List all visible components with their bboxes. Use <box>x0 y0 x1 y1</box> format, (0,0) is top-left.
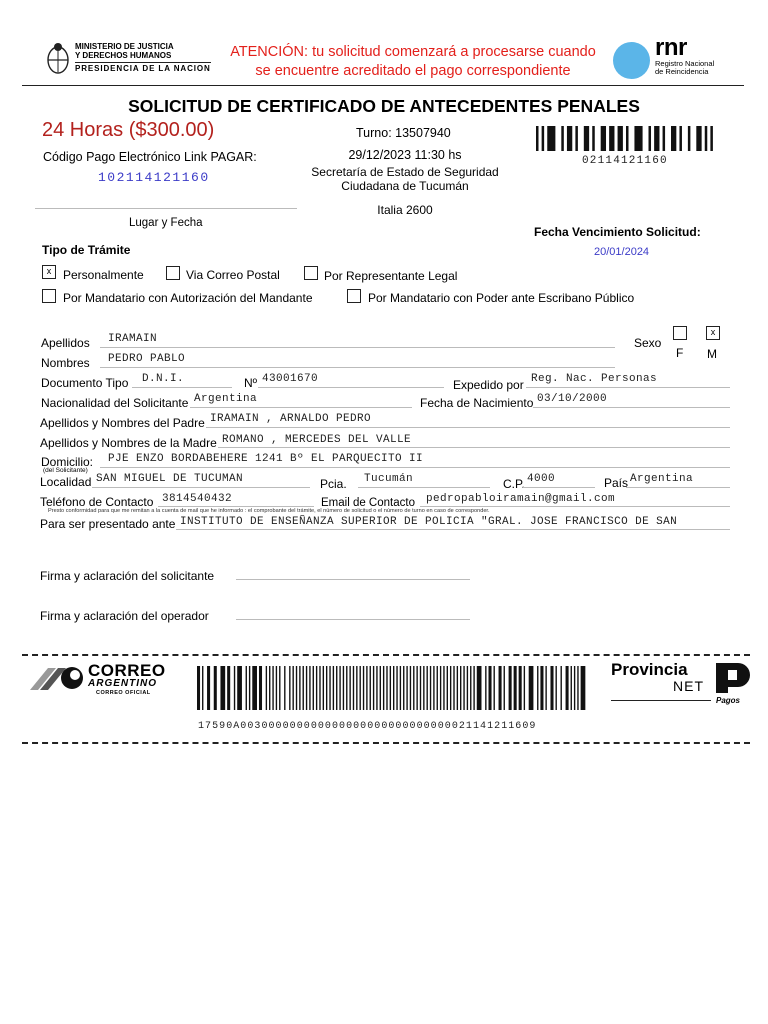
localidad-label: Localidad <box>40 475 92 489</box>
barcode-bar <box>457 666 458 710</box>
barcode-bar <box>376 666 377 710</box>
barcode-bar <box>504 666 505 710</box>
cp-value: 4000 <box>527 473 556 485</box>
turno-block <box>300 148 510 217</box>
attention-notice <box>222 43 604 81</box>
firma-operador-line[interactable] <box>236 619 470 620</box>
pais-label: País <box>604 476 629 490</box>
barcode-bar <box>649 126 652 151</box>
barcode-bar <box>488 666 491 710</box>
email-line <box>420 506 730 507</box>
firma-solicitante-label: Firma y aclaración del solicitante <box>40 569 215 583</box>
correo-swoosh-icon <box>30 664 86 692</box>
pais-line <box>626 487 730 488</box>
domicilio-sublabel: (del Solicitante) <box>43 467 88 474</box>
barcode-bar <box>509 666 512 710</box>
barcode-bar <box>390 666 391 710</box>
domicilio-label: Domicilio: <box>41 455 94 469</box>
barcode-bar <box>663 126 666 151</box>
label-mandatario-autorizacion: Por Mandatario con Autorización del Mandante <box>63 291 313 305</box>
nombres-line <box>100 367 615 368</box>
barcode-bar <box>363 666 364 710</box>
rnr-line2: de Reincidencia <box>655 67 709 76</box>
barcode-bar <box>556 666 557 710</box>
presentado-label: Para ser presentado ante <box>40 517 176 531</box>
service-type: 24 Horas ($300.00) <box>42 119 215 141</box>
sexo-label: Sexo <box>634 336 662 350</box>
barcode-bar <box>433 666 434 710</box>
email-label: Email de Contacto <box>321 497 415 509</box>
barcode-bar <box>581 666 586 710</box>
doc-nro-label: Nº <box>244 376 258 390</box>
rnr-logo <box>655 36 714 76</box>
checkbox-sexo-f[interactable] <box>673 326 687 340</box>
barcode-bar <box>323 666 324 710</box>
header-rule <box>22 85 744 86</box>
barcode-bar <box>443 666 444 710</box>
madre-label: Apellidos y Nombres de la Madre <box>40 436 217 450</box>
barcode-bar <box>416 666 417 710</box>
ministry-line3: PRESIDENCIA DE LA NACION <box>75 64 211 73</box>
barcode-bar <box>679 126 682 151</box>
vencimiento-label: Fecha Vencimiento Solicitud: <box>534 225 701 239</box>
barcode-bar <box>333 666 334 710</box>
barcode-bar <box>567 126 572 151</box>
vencimiento-value: 20/01/2024 <box>594 246 650 258</box>
padre-label: Apellidos y Nombres del Padre <box>40 416 205 430</box>
nombres-value: PEDRO PABLO <box>108 353 186 365</box>
provincia-underline <box>611 700 711 701</box>
net-text: NET <box>673 678 704 694</box>
fecha-nac-line <box>533 407 730 408</box>
domicilio-line <box>100 467 730 468</box>
barcode-bar <box>566 666 569 710</box>
nacionalidad-value: Argentina <box>194 393 258 405</box>
pcia-value: Tucumán <box>364 473 414 485</box>
barcode-bar <box>266 666 267 710</box>
barcode-bar <box>550 666 553 710</box>
localidad-line <box>92 487 310 488</box>
barcode-bar <box>453 666 454 710</box>
barcode-bar <box>303 666 304 710</box>
label-representante-legal: Por Representante Legal <box>324 269 458 283</box>
email-value: pedropabloiramain@gmail.com <box>426 493 616 505</box>
barcode-bar <box>467 666 468 710</box>
apellidos-line <box>100 347 615 348</box>
telefono-value: 3814540432 <box>162 493 233 505</box>
rnr-line1: Registro Nacional <box>655 59 715 68</box>
turno-number: Turno: 13507940 <box>356 126 451 140</box>
bottom-barcode <box>197 666 589 710</box>
correo-sub: ARGENTINO <box>88 678 157 689</box>
presentado-line <box>176 529 730 530</box>
barcode-bar <box>396 666 397 710</box>
barcode-bar <box>326 666 327 710</box>
barcode-bar <box>410 666 411 710</box>
cp-line <box>523 487 595 488</box>
barcode-bar <box>383 666 384 710</box>
ministry-line2: Y DERECHOS HUMANOS <box>75 51 172 60</box>
ministry-line1: MINISTERIO DE JUSTICIA <box>75 42 174 51</box>
barcode-bar <box>292 666 293 710</box>
cp-label: C.P. <box>503 477 525 491</box>
barcode-bar <box>319 666 320 710</box>
checkbox-mandatario-autorizacion[interactable] <box>42 289 56 303</box>
barcode-bar <box>705 126 708 151</box>
barcode-bar <box>393 666 394 710</box>
barcode-bar <box>272 666 273 710</box>
madre-line <box>218 447 730 448</box>
barcode-bar <box>207 666 210 710</box>
barcode-bar <box>437 666 438 710</box>
presentado-value: INSTITUTO DE ENSEÑANZA SUPERIOR DE POLICIA "GRAL. JOSE FRANCISCO DE SAN <box>180 516 678 528</box>
barcode-bar <box>309 666 310 710</box>
barcode-bar <box>584 126 589 151</box>
barcode-bar <box>561 666 562 710</box>
barcode-bar <box>430 666 431 710</box>
barcode-bar <box>618 126 623 151</box>
doc-tipo-line <box>132 387 232 388</box>
barcode-bar <box>463 666 464 710</box>
barcode-bar <box>485 666 486 710</box>
barcode-bar <box>366 666 367 710</box>
barcode-bar <box>413 666 414 710</box>
barcode-bar <box>626 126 629 151</box>
padre-value: IRAMAIN , ARNALDO PEDRO <box>210 413 372 425</box>
payment-code: 102114121160 <box>98 170 210 185</box>
barcode-bar <box>380 666 381 710</box>
rnr-logo-text: rnr <box>655 34 687 61</box>
pagos-p-icon <box>716 663 750 693</box>
checkbox-personalmente[interactable]: x <box>42 265 56 279</box>
expedido-label: Expedido por <box>453 378 524 392</box>
barcode-bar <box>249 666 250 710</box>
barcode-bar <box>499 666 502 710</box>
padre-line <box>206 427 730 428</box>
barcode-bar <box>343 666 344 710</box>
top-barcode <box>536 126 716 151</box>
barcode-bar <box>519 666 522 710</box>
barcode-bar <box>609 126 614 151</box>
barcode-bar <box>373 666 374 710</box>
turno-office-line2: Ciudadana de Tucumán <box>341 179 469 193</box>
barcode-bar <box>688 126 691 151</box>
barcode-bar <box>360 666 361 710</box>
barcode-bar <box>696 126 701 151</box>
barcode-bar <box>237 666 242 710</box>
pcia-label: Pcia. <box>320 477 347 491</box>
checkbox-sexo-m[interactable]: x <box>706 326 720 340</box>
barcode-bar <box>524 666 525 710</box>
barcode-bar <box>577 666 578 710</box>
barcode-bar <box>353 666 354 710</box>
provincia-net-logo <box>610 660 755 710</box>
tramite-title: Tipo de Trámite <box>42 243 131 257</box>
barcode-bar <box>561 126 564 151</box>
barcode-bar <box>423 666 424 710</box>
barcode-bar <box>634 126 642 151</box>
barcode-bar <box>427 666 428 710</box>
checkbox-representante-legal[interactable] <box>304 266 318 280</box>
expedido-value: Reg. Nac. Personas <box>531 373 658 385</box>
barcode-bar <box>494 666 495 710</box>
barcode-bar <box>540 666 543 710</box>
attention-line2: se encuentre acreditado el pago correspondiente <box>255 63 571 79</box>
barcode-bar <box>259 666 262 710</box>
barcode-bar <box>545 666 546 710</box>
doc-tipo-value: D.N.I. <box>142 373 185 385</box>
barcode-bar <box>547 126 555 151</box>
barcode-bar <box>450 666 451 710</box>
barcode-bar <box>601 126 606 151</box>
barcode-bar <box>313 666 314 710</box>
ministry-name <box>75 42 211 73</box>
barcode-bar <box>306 666 307 710</box>
pcia-line <box>358 487 490 488</box>
telefono-label: Teléfono de Contacto <box>40 495 154 509</box>
barcode-bar <box>299 666 300 710</box>
barcode-bar <box>336 666 337 710</box>
doc-nro-line <box>258 387 444 388</box>
correo-tag: CORREO OFICIAL <box>96 690 151 696</box>
barcode-bar <box>214 666 217 710</box>
sexo-m-label: M <box>707 347 717 361</box>
lugar-fecha-label: Lugar y Fecha <box>129 217 203 229</box>
barcode-bar <box>234 666 235 710</box>
barcode-bar <box>514 666 517 710</box>
correo-argentino-logo <box>30 662 170 702</box>
barcode-bar <box>329 666 330 710</box>
turno-address: Italia 2600 <box>377 203 433 217</box>
cut-line-bottom <box>22 742 750 744</box>
lugar-fecha-line <box>35 208 297 209</box>
barcode-bar <box>220 666 225 710</box>
barcode-bar <box>370 666 371 710</box>
turno-datetime: 29/12/2023 11:30 hs <box>348 148 462 162</box>
barcode-bar <box>284 666 285 710</box>
nacionalidad-line <box>190 407 412 408</box>
correo-name: CORREO <box>88 661 166 680</box>
barcode-bar <box>252 666 257 710</box>
barcode-bar <box>420 666 421 710</box>
top-barcode-text: 02114121160 <box>582 155 668 167</box>
barcode-bar <box>671 126 676 151</box>
barcode-bar <box>386 666 387 710</box>
nombres-label: Nombres <box>41 356 90 370</box>
madre-value: ROMANO , MERCEDES DEL VALLE <box>222 434 412 446</box>
expedido-line <box>526 387 730 388</box>
fecha-nac-label: Fecha de Nacimiento <box>420 396 534 410</box>
barcode-bar <box>575 126 578 151</box>
turno-office-line1: Secretaría de Estado de Seguridad <box>311 165 499 179</box>
barcode-bar <box>406 666 407 710</box>
barcode-bar <box>202 666 203 710</box>
barcode-bar <box>227 666 230 710</box>
barcode-bar <box>269 666 270 710</box>
apellidos-label: Apellidos <box>41 336 90 350</box>
barcode-bar <box>574 666 575 710</box>
barcode-bar <box>346 666 347 710</box>
barcode-bar <box>529 666 534 710</box>
rnr-circle-icon <box>613 42 650 79</box>
barcode-bar <box>440 666 441 710</box>
barcode-bar <box>296 666 297 710</box>
domicilio-value: PJE ENZO BORDABEHERE 1241 Bº EL PARQUECITO II <box>108 453 424 465</box>
barcode-bar <box>276 666 277 710</box>
attention-line1: ATENCIÓN: tu solicitud comenzará a procesarse cuando <box>230 44 596 60</box>
barcode-bar <box>710 126 713 151</box>
barcode-bar <box>477 666 482 710</box>
doc-nro-value: 43001670 <box>262 373 319 385</box>
barcode-bar <box>571 666 572 710</box>
barcode-bar <box>542 126 545 151</box>
barcode-bar <box>460 666 461 710</box>
sexo-f-label: F <box>676 346 684 360</box>
telefono-line <box>158 506 314 507</box>
barcode-bar <box>536 126 539 151</box>
nacionalidad-label: Nacionalidad del Solicitante <box>41 396 189 410</box>
fecha-nac-value: 03/10/2000 <box>537 393 608 405</box>
barcode-bar <box>197 666 200 710</box>
barcode-bar <box>470 666 471 710</box>
payment-label: Código Pago Electrónico Link PAGAR: <box>43 150 257 164</box>
conformidad-note: Presto conformidad para que me remitan a la cuenta de mail que he informado : el comprobante del trámite, el número de solicitud o el número de turno en caso de corresponder. <box>48 508 490 514</box>
barcode-bar <box>339 666 340 710</box>
doc-tipo-label: Documento Tipo <box>41 376 129 390</box>
barcode-bar <box>246 666 247 710</box>
barcode-bar <box>537 666 538 710</box>
barcode-bar <box>289 666 290 710</box>
barcode-bar <box>473 666 474 710</box>
label-personalmente: Personalmente <box>63 268 144 282</box>
checkbox-correo-postal[interactable] <box>166 266 180 280</box>
pagos-text: Pagos <box>716 696 741 705</box>
firma-operador-label: Firma y aclaración del operador <box>40 609 209 623</box>
checkbox-mandatario-escribano[interactable] <box>347 289 361 303</box>
label-mandatario-escribano: Por Mandatario con Poder ante Escribano Público <box>368 291 635 305</box>
cut-line-top <box>22 654 750 656</box>
label-correo-postal: Via Correo Postal <box>186 268 280 282</box>
bottom-barcode-text: 17590A003000000000000000000000000000021141211609 <box>198 721 537 732</box>
pais-value: Argentina <box>630 473 694 485</box>
barcode-bar <box>316 666 317 710</box>
localidad-value: SAN MIGUEL DE TUCUMAN <box>96 473 244 485</box>
ministry-divider <box>75 62 211 63</box>
barcode-bar <box>403 666 404 710</box>
barcode-bar <box>400 666 401 710</box>
provincia-text: Provincia <box>611 660 688 679</box>
barcode-bar <box>447 666 448 710</box>
barcode-bar <box>654 126 659 151</box>
barcode-bar <box>279 666 280 710</box>
apellidos-value: IRAMAIN <box>108 333 158 345</box>
firma-solicitante-line[interactable] <box>236 579 470 580</box>
barcode-bar <box>349 666 350 710</box>
argentina-seal-icon <box>46 40 70 76</box>
barcode-bar <box>356 666 357 710</box>
barcode-bar <box>592 126 595 151</box>
document-title: SOLICITUD DE CERTIFICADO DE ANTECEDENTES PENALES <box>128 96 640 116</box>
